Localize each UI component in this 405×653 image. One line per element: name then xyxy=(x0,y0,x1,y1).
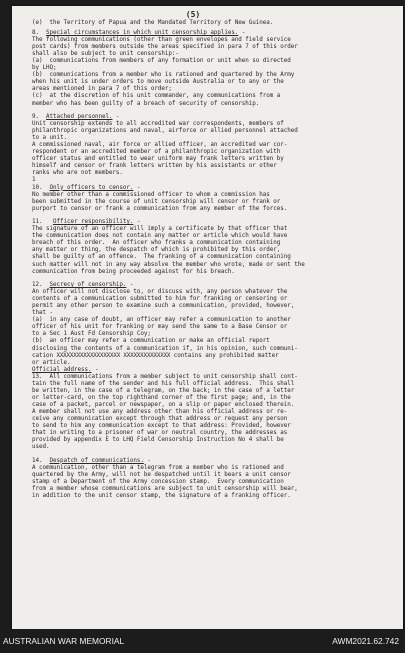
section-number: 8. xyxy=(32,30,46,37)
heading-dash: - xyxy=(133,219,141,226)
text-line: 1 xyxy=(32,177,36,184)
heading-dash: - xyxy=(143,457,151,464)
text-line: himself and censor or frank letters written by his assistants or other xyxy=(32,163,277,170)
document-page xyxy=(12,6,403,629)
text-line: post cards) from members outside the areas specified in para 7 of this order xyxy=(32,44,298,51)
section-heading xyxy=(32,367,394,374)
section-number: 11. xyxy=(32,219,53,226)
heading-dash: - xyxy=(126,282,134,289)
text-line: The following communications (other than green envelopes and field service xyxy=(32,37,291,44)
text-line: An officer will not disclose to, or discuss with, any person whatever the xyxy=(32,289,288,296)
section-title: Despatch of communications. xyxy=(49,457,144,464)
text-line: Unit censorship extends to all accredited war correspondents, members of xyxy=(32,121,284,128)
text-line: permit any other person to examine such a communication, provided, however, xyxy=(32,303,295,310)
text-line: to a unit. xyxy=(32,135,67,142)
text-line: case of a packet, parcel or newspaper, on a slip or paper enclosed therein. xyxy=(32,401,295,408)
text-line: (a) communications from members of any formation or unit when so directed xyxy=(32,58,291,65)
text-line: be written, in the case of a telegram, on the back; in the case of a letter xyxy=(32,387,295,394)
text-line: that - xyxy=(32,310,53,317)
section-title: Attached personnel. xyxy=(46,114,113,121)
text-line: to a Sec 1 Aust Fd Censorship Coy; xyxy=(32,331,151,338)
heading-dash: - xyxy=(112,114,120,121)
section-number: 13. xyxy=(32,373,50,380)
text-line: shall be guilty of an offence. The franking of a communication containing xyxy=(32,254,291,261)
section-heading xyxy=(32,30,394,37)
page-number: (5) xyxy=(185,10,201,19)
archive-name: AUSTRALIAN WAR MEMORIAL xyxy=(3,636,125,646)
text-line: in addition to the unit censor stamp, the signature of a franking officer. xyxy=(32,492,291,499)
text-line: or letter-card, on the top righthand corner of the first page; and, in the xyxy=(32,394,291,401)
text-line: that in writing to a prisoner of war or neutral country, the addresses as xyxy=(32,430,288,437)
item-reference: AWM2021.62.742 xyxy=(332,636,399,646)
text-line: areas mentioned in para 7 of this order; xyxy=(32,86,172,93)
text-line: respondent or an accredited member of a philanthropic organization with xyxy=(32,149,281,156)
text-line: or article. xyxy=(32,359,71,366)
text-line: shall also be subject to unit censorship:- xyxy=(32,51,179,58)
section-heading xyxy=(32,458,394,465)
text-line: disclosing the contents of a communication if, in his opinion, such communi- xyxy=(32,345,298,352)
section-heading xyxy=(32,282,394,289)
section-title: Special circumstances in which unit censorship applies. xyxy=(46,30,239,37)
text-line: quartered by the Army, will not be despatched until it bears a unit censor xyxy=(32,471,291,478)
text-line: A commissioned naval, air force or allied officer, an accredited war cor- xyxy=(32,142,288,149)
text-line: used. xyxy=(32,444,50,451)
text-line: (b) communications from a member who is rationed and quartered by the Army xyxy=(32,72,295,79)
text-line: A member shall not use any address other than his official address or re- xyxy=(32,408,288,415)
section-number: 10. xyxy=(32,184,50,191)
text-line: (b) an officer may refer a communication or make an official report xyxy=(32,338,270,345)
heading-dash: - xyxy=(91,366,99,373)
text-line: ranks who are not members. xyxy=(32,170,123,177)
section-title: Official address. xyxy=(32,366,92,373)
section-title: Secrecy of censorship. xyxy=(49,282,127,289)
section-heading xyxy=(32,219,394,226)
struck-out-text: XXXXXXXXXXXXXXXXXXX XXXXXXXXXXXXXX xyxy=(56,352,171,359)
text-line: provided by appendix E to LHQ Field Censorship Instruction No 4 shall be xyxy=(32,437,284,444)
text-line xyxy=(32,353,394,360)
text-line: breach of this order. An officer who franks a communication containing xyxy=(32,240,281,247)
section-heading xyxy=(32,185,394,192)
text-line: been submitted in the course of unit censorship will censor or frank or xyxy=(32,198,281,205)
text-line: communication from being proceeded against for his breach. xyxy=(32,268,235,275)
text-line: philanthropic organizations and naval, airforce or allied personnel attached xyxy=(32,128,298,135)
text-line: (e) the Territory of Papua and the Mandated Territory of New Guinea. xyxy=(32,20,274,26)
text-line: member who has been guilty of a breach of security of censorship. xyxy=(32,100,260,107)
text-line: The signature of an officer will imply a certificate by that officer that xyxy=(32,226,288,233)
text-fragment: All communications from a member subject to unit censorship shall cont- xyxy=(49,373,298,380)
section-title: Officer responsibility. xyxy=(52,219,134,226)
text-line: officer status and entitled to wear uniform may frank letters written by xyxy=(32,156,284,163)
text-fragment: cation xyxy=(32,352,57,359)
text-line: when his unit is under orders to move outside Australia or to any or the xyxy=(32,79,284,86)
text-line: purport to censor or frank a communication from any member of the forces. xyxy=(32,205,288,212)
section-number: 9. xyxy=(32,114,46,121)
text-line: from a member whose communications are subject to unit censorship will bear, xyxy=(32,485,298,492)
text-line: by LHQ; xyxy=(32,65,57,72)
text-line: such matter will not in any way absolve the member who wrote, made or sent the xyxy=(32,261,305,268)
section-heading xyxy=(32,114,394,121)
section-title: Only officers to censor. xyxy=(49,184,134,191)
text-line: tain the full name of the sender and his full official address. This shall xyxy=(32,380,295,387)
section-number: 14. xyxy=(32,457,50,464)
text-line: contents of a communication submitted to him for franking or censoring or xyxy=(32,296,288,303)
heading-dash: - xyxy=(238,30,246,37)
text-fragment: contains any prohibited matter xyxy=(170,352,279,359)
text-line: any matter or thing, the despatch of which is prohibited by this order, xyxy=(32,247,281,254)
text-line: stamp of a Department of the Army concession stamp. Every communication xyxy=(32,478,284,485)
text-line: to send to him any communication except to that address: Provided, however xyxy=(32,423,291,430)
document-body xyxy=(32,10,394,500)
text-line: (a) in any case of doubt, an officer may refer a communication to another xyxy=(32,317,291,324)
text-line: No member other than a commissioned officer to whom a commission has xyxy=(32,191,270,198)
text-line: officer of his unit for franking or may send the same to a Base Censor or xyxy=(32,324,288,331)
section-number: 12. xyxy=(32,282,50,289)
text-line: (c) at the discretion of his unit commander, any communications from a xyxy=(32,93,281,100)
text-line: the communication does not contain any matter or article which would have xyxy=(32,233,288,240)
text-line xyxy=(32,374,394,381)
archive-footer xyxy=(0,629,405,653)
text-line: A communication, other than a telegram from a member who is rationed and xyxy=(32,464,284,471)
text-line: ceive any communication except through that address or request any person xyxy=(32,415,288,422)
heading-dash: - xyxy=(133,184,141,191)
